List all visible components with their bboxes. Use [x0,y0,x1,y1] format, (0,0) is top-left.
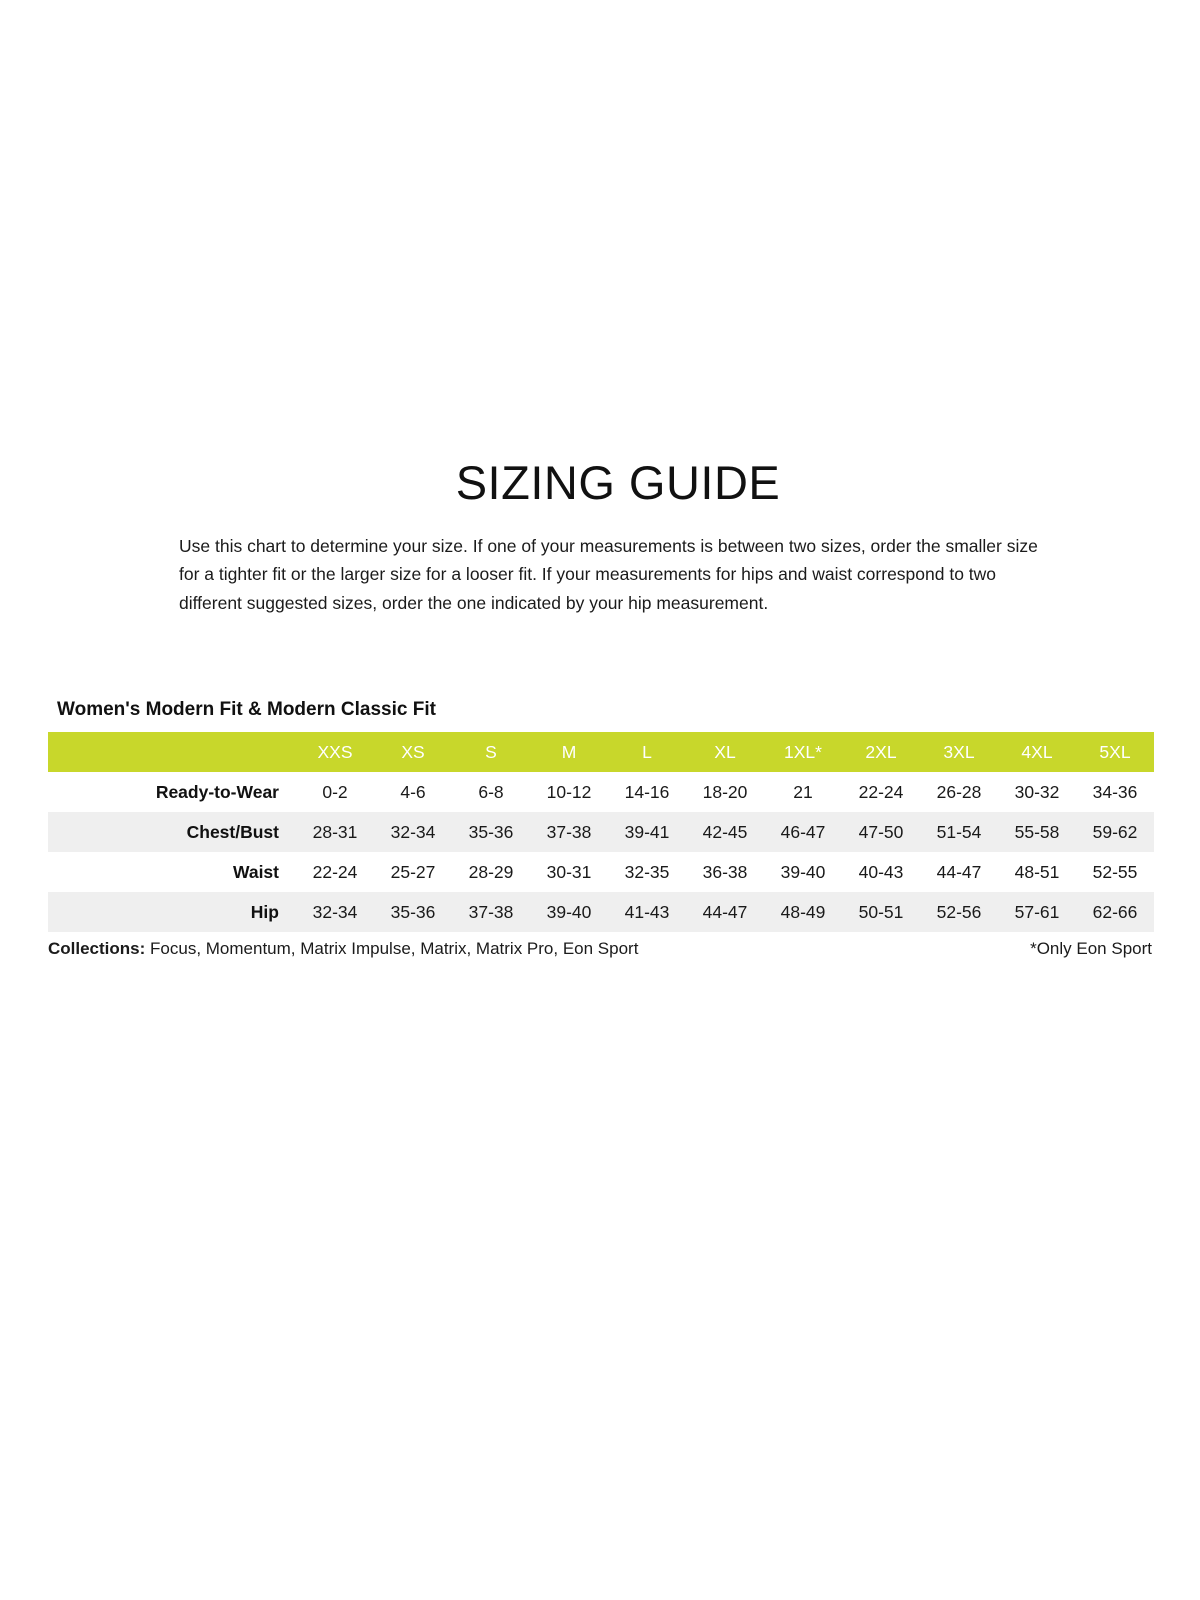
cell-chest-bust-5xl: 59-62 [1092,821,1138,842]
cell-ready-to-wear-2xl: 22-24 [858,781,904,802]
cell-waist-s: 28-29 [468,861,514,882]
cell-hip-xl: 44-47 [702,901,748,922]
cell-waist-xl: 36-38 [702,861,748,882]
footnote: *Only Eon Sport [1030,939,1152,959]
column-header-xxs: XXS [317,741,353,762]
cell-waist-5xl: 52-55 [1092,861,1138,882]
cell-hip-xxs: 32-34 [312,901,358,922]
cell-ready-to-wear-xxs: 0-2 [322,781,348,802]
cell-chest-bust-1xl: 46-47 [780,821,826,842]
intro-paragraph: Use this chart to determine your size. If one of your measurements is between two sizes, order the smaller size for a tighter fit or the larger size for a looser fit. If your measurements for hips and waist correspond to two different suggested sizes, order the one indicated by your hip measurement. [179,536,1038,613]
table-row [48,772,1154,812]
cell-chest-bust-2xl: 47-50 [858,821,904,842]
cell-chest-bust-3xl: 51-54 [936,821,982,842]
column-header-1xl: 1XL* [784,741,822,762]
cell-ready-to-wear-1xl: 21 [793,781,813,802]
cell-ready-to-wear-5xl: 34-36 [1092,781,1138,802]
cell-chest-bust-xxs: 28-31 [312,821,358,842]
collections-label: Collections: [48,939,146,959]
column-header-s: S [485,741,497,762]
cell-waist-3xl: 44-47 [936,861,982,882]
sizing-table [48,732,1154,932]
cell-ready-to-wear-3xl: 26-28 [936,781,982,802]
cell-waist-2xl: 40-43 [858,861,904,882]
cell-ready-to-wear-s: 6-8 [478,781,504,802]
cell-ready-to-wear-l: 14-16 [624,781,670,802]
column-header-l: L [642,741,652,762]
table-row [48,892,1154,932]
cell-waist-xs: 25-27 [390,861,436,882]
cell-waist-4xl: 48-51 [1014,861,1060,882]
row-label-hip: Hip [250,901,279,922]
cell-waist-xxs: 22-24 [312,861,358,882]
cell-hip-xs: 35-36 [390,901,436,922]
column-header-2xl: 2XL [865,741,897,762]
column-header-xl: XL [714,741,736,762]
table-footer [48,939,1152,959]
collections-value: Focus, Momentum, Matrix Impulse, Matrix, Matrix Pro, Eon Sport [150,939,639,959]
content-container [48,455,1152,959]
column-header-5xl: 5XL [1099,741,1131,762]
table-header [48,732,1154,772]
page-title: SIZING GUIDE [455,456,781,509]
cell-hip-2xl: 50-51 [858,901,904,922]
column-header-3xl: 3XL [943,741,975,762]
cell-hip-l: 41-43 [624,901,670,922]
cell-hip-1xl: 48-49 [780,901,826,922]
table-row [48,812,1154,852]
cell-chest-bust-xl: 42-45 [702,821,748,842]
cell-chest-bust-s: 35-36 [468,821,514,842]
column-header-4xl: 4XL [1021,741,1053,762]
section-title: Women's Modern Fit & Modern Classic Fit [57,699,436,721]
cell-waist-m: 30-31 [546,861,592,882]
cell-hip-3xl: 52-56 [936,901,982,922]
row-label-chest-bust: Chest/Bust [186,821,279,842]
cell-chest-bust-4xl: 55-58 [1014,821,1060,842]
table-row [48,852,1154,892]
table-header-row [48,732,1154,772]
cell-ready-to-wear-4xl: 30-32 [1014,781,1060,802]
table-corner-cell [48,732,296,772]
cell-hip-5xl: 62-66 [1092,901,1138,922]
column-header-m: M [561,741,577,762]
cell-waist-1xl: 39-40 [780,861,826,882]
row-label-ready-to-wear: Ready-to-Wear [155,781,279,802]
table-body [48,772,1154,932]
cell-ready-to-wear-xs: 4-6 [400,781,426,802]
cell-chest-bust-m: 37-38 [546,821,592,842]
cell-hip-4xl: 57-61 [1014,901,1060,922]
cell-chest-bust-xs: 32-34 [390,821,436,842]
cell-hip-m: 39-40 [546,901,592,922]
cell-hip-s: 37-38 [468,901,514,922]
cell-ready-to-wear-m: 10-12 [546,781,592,802]
cell-chest-bust-l: 39-41 [624,821,670,842]
column-header-xs: XS [401,741,425,762]
collections-line [48,939,638,959]
row-label-waist: Waist [232,861,279,882]
cell-waist-l: 32-35 [624,861,670,882]
cell-ready-to-wear-xl: 18-20 [702,781,748,802]
